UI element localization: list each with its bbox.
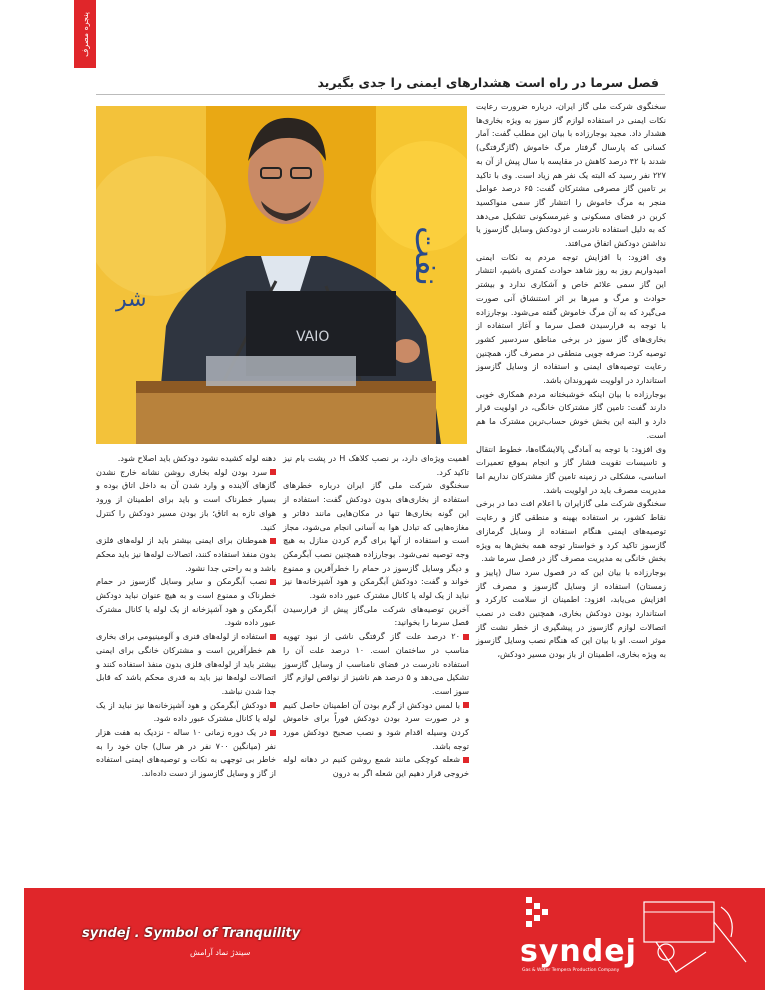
headline-text: فصل سرما در راه است هشدارهای ایمنی را جدی بگیرید (317, 74, 659, 90)
heater-drawing-icon (636, 892, 756, 984)
list-item: با لمس دودکش از گرم بودن آن اطمینان حاصل کنیم و در صورت سرد بودن دودکش فوراً برای خاموش کردن وسیله اقدام شود و نصب صحیح دودکش مورد توجه باشد. (283, 699, 469, 751)
list-item: شعله کوچکی مانند شمع روشن کنیم در دهانه لوله خروجی قرار دهیم این شعله اگر به درون (283, 754, 469, 779)
bullet-icon (463, 634, 469, 640)
svg-text:نفت: نفت (407, 226, 447, 287)
footer-slogan-fa: سیندژ نماد آرامش (190, 948, 251, 957)
bullet-icon (270, 702, 276, 708)
brand-name: syndej (520, 934, 637, 969)
bullet-icon (463, 702, 469, 708)
article-headline (317, 72, 665, 92)
left-intro: دهنه لوله کشیده نشود دودکش باید اصلاح شود. (117, 453, 276, 463)
svg-text:شر: شر (116, 287, 147, 312)
headline-divider (96, 94, 665, 95)
bullet-icon (270, 469, 276, 475)
bullet-icon (270, 538, 276, 544)
syndej-logo-icon (524, 895, 560, 931)
bullet-icon (270, 730, 276, 736)
article-column-right: سخنگوی شرکت ملی گاز ایران، درباره ضرورت رعایت نکات ایمنی در استفاده لوازم گاز سوز به ویژه بخاری‌ها هشدار داد. مجید بوجارزاده با بیان این مطلب گفت: آمار کسانی که پارسال گرفتار مرگ خاموش (گازگرفتگی) شدند با ۴۲ درصد کاهش در مقایسه با سال پیش از آن به ۲۲۷ نفر رسید که البته یک نفر هم زیاد است. وی با تاکید بر تامین گاز مصرفی مشترکان گفت: ۶۵ درصد عوامل منجر به مرگ خاموش را انتشار گاز سمی منواکسید کربن در فضای مسکونی و غیرمسکونی تشکیل می‌دهد که به دلیل استفاده نادرست از دودکش وسایل گازسوز یا نداشتن دودکش اتفاق می‌افتد. وی افزود: با افزایش توجه مردم به نکات ایمنی امیدواریم روز به روز شاهد حوادث کمتری باشیم، انتشار این گاز سمی علائم خاص و آشکاری ندارد و بیشتر حوادث و مرگ و میرها بر اثر استنشاق آنی صورت می‌گیرد که به آن مرگ خاموش گفته می‌شود. بوجارزاده با توجه به فرارسیدن فصل سرما و آغاز استفاده از بخاری‌های گاز سوز در برخی مناطق سردسیر کشور توصیه کرد: صرفه جویی منطقی در مصرف گاز، همچنین رعایت توصیه‌های ایمنی و استفاده از وسایل گازسوز استاندارد در اولویت شهروندان باشد. بوجارزاده با بیان اینکه خوشبختانه مردم همکاری خوبی دارند گفت: تامین گاز مشترکان خانگی، در اولویت قرار دارد و البته این بخش خوش حساب‌ترین مشترک ما هم است. وی افزود: با توجه به آمادگی پالایشگاه‌ها، خطوط انتقال و تاسیسات تقویت فشار گاز و انجام بموقع تعمیرات اساسی، مشکلی در زمینه تامین گاز مشترکان نداریم اما مدیریت مصرف باید در اولویت باشد. سخنگوی شرکت ملی گازایران با اعلام افت دما در برخی نقاط کشور، بر استفاده بهینه و منطقی گاز و رعایت توصیه‌های ایمنی هنگام استفاده از وسایل گرمازای گازسوز تاکید کرد و خواستار توجه همه بخش‌ها به ویژه بخش خانگی به مدیریت مصرف گاز در فصل سرما شد. بوجارزاده با بیان این که در فصول سرد سال (پاییز و زمستان) استفاده از وسایل گازسوز و مصرف گاز افزایش می‌یابد، افزود: اطمینان از سلامت کارکرد و استاندارد بودن دودکش بخاری، همچنین دقت در نصب اتصالات لوازم گازسوز در پیشگیری از خطر نشت گاز موثر است. او با بیان این که هنگام نصب وسایل گازسوز به ویژه بخاری، اطمینان از باز بودن مسیر دودکش، (476, 101, 666, 660)
bullet-icon (270, 579, 276, 585)
list-item: نصب آبگرمکن و سایر وسایل گازسوز در حمام خطرناک و ممنوع است و به هیچ عنوان نباید دودکش آبگرمکن و هود آشپزخانه از یک لوله یا کانال مشترک عبور داده شود. (96, 576, 276, 628)
speaker-photo (96, 106, 467, 444)
article-column-left (96, 452, 276, 882)
bullet-icon (463, 757, 469, 763)
photo-illustration (96, 106, 467, 444)
middle-intro: اهمیت ویژه‌ای دارد، بر نصب کلاهک H در پشت بام نیز تاکید کرد. سخنگوی شرکت ملی گاز ایران درباره خطرهای استفاده از بخاری‌های بدون دودکش گفت: استفاده از این گونه بخاری‌ها تنها در مکان‌هایی مانند دفاتر و مغازه‌هایی که تبادل هوا به آسانی انجام می‌شود، مجاز است و استفاده از آنها برای گرم کردن منازل به هیچ وجه توصیه نمی‌شود. بوجارزاده همچنین نصب آبگرمکن و دیگر وسایل گازسوز در حمام را خطرآفرین و ممنوع خواند و گفت: دودکش آبگرمکن و هود آشپزخانه‌ها نیز نباید از یک لوله یا کانال مشترک عبور داده شود. آخرین توصیه‌های شرکت ملی‌گاز پیش از فرارسیدن فصل سرما را بخوانید: (283, 453, 469, 628)
brand-subtitle: Gas & Water Tempera Production Company (522, 968, 620, 973)
laptop-logo: VAIO (296, 329, 330, 345)
list-item: ۲۰ درصد علت گاز گرفتگی ناشی از نبود تهویه مناسب در ساختمان است. ۱۰ درصد علت آن را استفاده نادرست در فضای نامناسب از وسایل گازسوز تشکیل می‌دهد و ۵ درصد هم ناشیز از نواقص لوازم گاز سوز است. (283, 631, 469, 696)
section-tab-label: پنجره مصرف (80, 11, 90, 57)
footer-slogan: syndej . Symbol of Tranquility (82, 926, 301, 941)
list-item: استفاده از لوله‌های فنری و آلومینیومی برای بخاری هم خطرآفرین است و مشترکان خانگی برای ایمنی بیشتر باید از لوله‌های فلزی بدون منفذ استفاده کنند و اتصالات لوله‌ها نیز باید به قدری محکم باشد که قابل جدا شدن نباشد. (96, 631, 276, 696)
article-column-middle (283, 452, 469, 882)
list-item: هموطنان برای ایمنی بیشتر باید از لوله‌های فلزی بدون منفذ استفاده کنند، اتصالات لوله‌ها نیز باید محکم باشد و به راحتی جدا نشود. (96, 535, 276, 573)
bullet-icon (270, 634, 276, 640)
section-tab (74, 0, 96, 68)
list-item: در یک دوره زمانی ۱۰ ساله - نزدیک به هفت هزار نفر (میانگین ۷۰۰ نفر در هر سال) جان خود را به خاطر بی توجهی به نکات و توصیه‌های ایمنی استفاده از گاز و وسایل گازسوز از دست داده‌اند. (96, 727, 277, 779)
list-item: سرد بودن لوله بخاری روشن نشانه خارج نشدن گازهای آلاینده و وارد شدن آن به داخل اتاق بوده و بسیار خطرناک است و باید برای اطمینان از ورود هوای تازه به اتاق؛ باز بودن مسیر دودکش را کنترل کنید. (96, 466, 276, 532)
list-item: دودکش آبگرمکن و هود آشپزخانه‌ها نیز نباید از یک لوله یا کانال مشترک عبور داده شود. (96, 699, 276, 724)
